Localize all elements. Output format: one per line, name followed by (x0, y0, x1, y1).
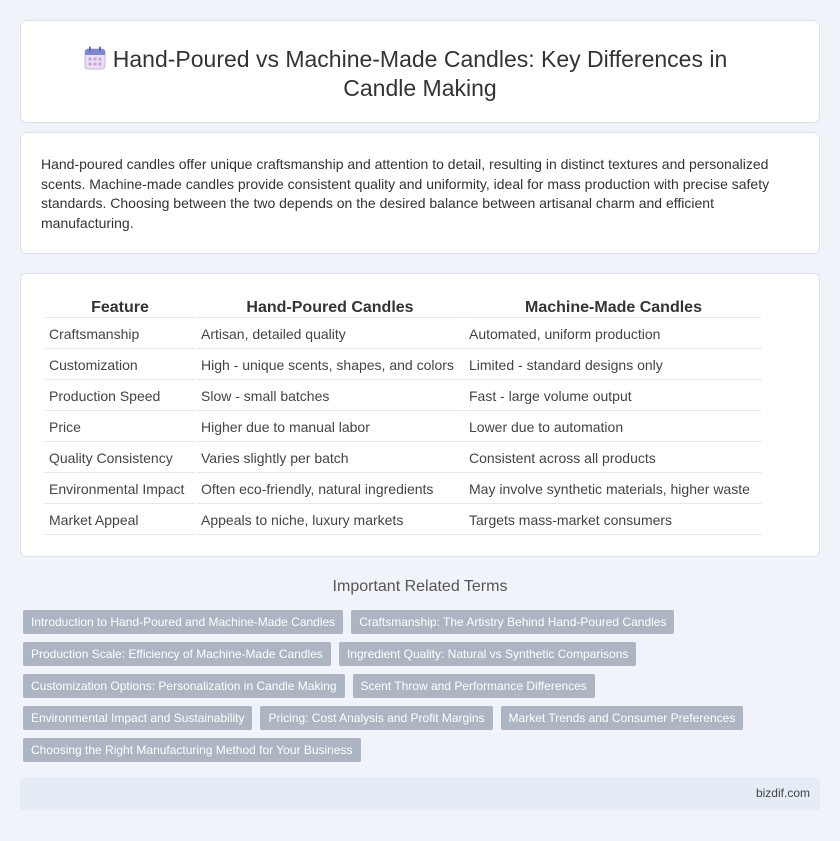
table-cell-feature: Market Appeal (45, 506, 195, 535)
table-header-row (45, 298, 762, 318)
table-cell-feature: Customization (45, 351, 195, 380)
table-row (45, 351, 762, 380)
table-row (45, 382, 762, 411)
column-header-hand-poured: Hand-Poured Candles (197, 298, 463, 318)
table-cell-machine-made: Lower due to automation (465, 413, 762, 442)
table-cell-machine-made: Limited - standard designs only (465, 351, 762, 380)
table-cell-feature: Environmental Impact (45, 475, 195, 504)
table-cell-hand-poured: Often eco-friendly, natural ingredients (197, 475, 463, 504)
related-term-link[interactable]: Craftsmanship: The Artistry Behind Hand-Poured Candles (351, 610, 674, 634)
table-cell-hand-poured: Appeals to niche, luxury markets (197, 506, 463, 535)
table-cell-machine-made: May involve synthetic materials, higher waste (465, 475, 762, 504)
table-cell-feature: Production Speed (45, 382, 195, 411)
table-cell-hand-poured: Slow - small batches (197, 382, 463, 411)
related-term-link[interactable]: Environmental Impact and Sustainability (23, 706, 252, 730)
column-header-machine-made: Machine-Made Candles (465, 298, 762, 318)
header-card (20, 20, 820, 123)
table-cell-feature: Price (45, 413, 195, 442)
column-header-feature: Feature (45, 298, 195, 318)
table-cell-feature: Craftsmanship (45, 320, 195, 349)
related-term-link[interactable]: Market Trends and Consumer Preferences (501, 706, 744, 730)
related-term-link[interactable]: Ingredient Quality: Natural vs Synthetic Comparisons (339, 642, 636, 666)
table-cell-machine-made: Targets mass-market consumers (465, 506, 762, 535)
related-terms-heading: Important Related Terms (332, 578, 508, 595)
page-title: Hand-Poured vs Machine-Made Candles: Key Differences in Candle Making (112, 46, 728, 101)
table-row (45, 506, 762, 535)
footer-bar (20, 777, 820, 810)
related-term-link[interactable]: Choosing the Right Manufacturing Method for Your Business (23, 738, 361, 762)
intro-card (20, 132, 820, 254)
intro-paragraph: Hand-poured candles offer unique craftsmanship and attention to detail, resulting in distinct textures and personalized scents. Machine-made candles provide consistent quality and uniformity, ideal for mass production with precise safety standards. Choosing between the two depends on the desired balance between artisanal charm and efficient manufacturing. (41, 156, 770, 231)
table-cell-hand-poured: Higher due to manual labor (197, 413, 463, 442)
table-row (45, 475, 762, 504)
table-cell-hand-poured: Varies slightly per batch (197, 444, 463, 473)
table-row (45, 413, 762, 442)
related-term-link[interactable]: Customization Options: Personalization in Candle Making (23, 674, 345, 698)
site-name[interactable]: bizdif.com (755, 786, 810, 800)
comparison-card (20, 273, 820, 557)
related-term-link[interactable]: Scent Throw and Performance Differences (353, 674, 595, 698)
table-cell-hand-poured: Artisan, detailed quality (197, 320, 463, 349)
table-cell-machine-made: Automated, uniform production (465, 320, 762, 349)
table-cell-machine-made: Consistent across all products (465, 444, 762, 473)
related-term-link[interactable]: Production Scale: Efficiency of Machine-Made Candles (23, 642, 331, 666)
table-cell-hand-poured: High - unique scents, shapes, and colors (197, 351, 463, 380)
related-term-link[interactable]: Introduction to Hand-Poured and Machine-Made Candles (23, 610, 343, 634)
table-cell-feature: Quality Consistency (45, 444, 195, 473)
related-term-link[interactable]: Pricing: Cost Analysis and Profit Margins (260, 706, 492, 730)
comparison-table (43, 296, 764, 537)
table-row (45, 444, 762, 473)
table-cell-machine-made: Fast - large volume output (465, 382, 762, 411)
related-terms-list (23, 610, 813, 762)
table-row (45, 320, 762, 349)
